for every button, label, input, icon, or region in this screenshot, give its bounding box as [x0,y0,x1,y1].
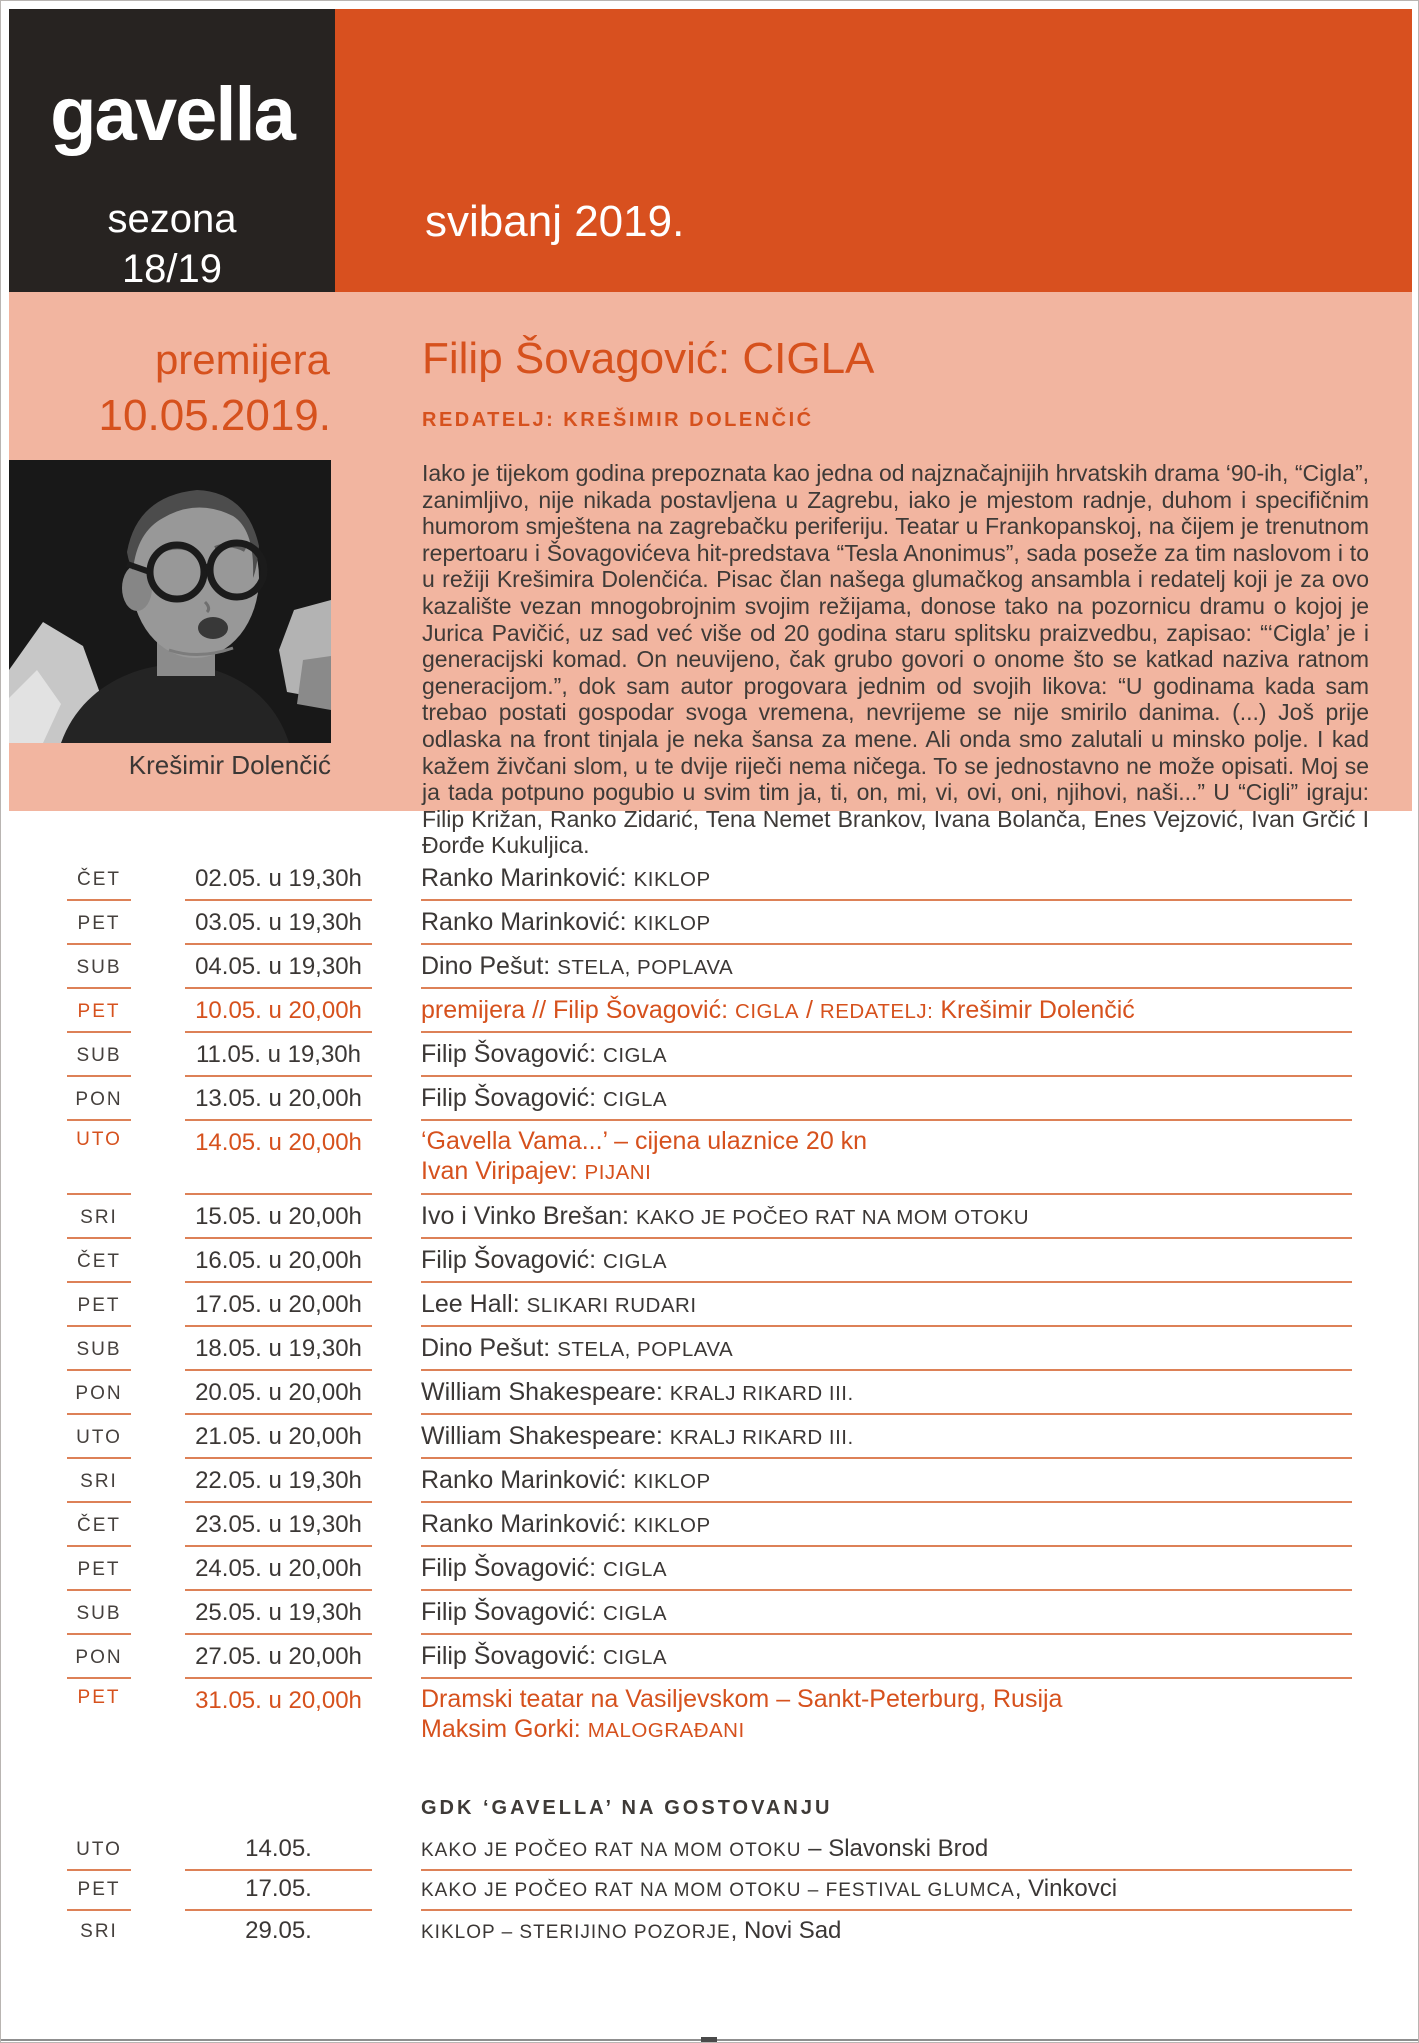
date-cell: 13.05. u 20,00h [185,1077,372,1121]
month-label: svibanj 2019. [425,197,685,246]
title-cell [421,1911,1352,1951]
schedule-row [1,1679,1419,1753]
title-line: Ranko Marinković: KIKLOP [421,1466,711,1494]
title-cell [421,945,1352,989]
brand-logo: gavella [50,72,294,157]
date-cell: 20.05. u 20,00h [185,1371,372,1415]
title-line: Lee Hall: SLIKARI RUDARI [421,1290,697,1318]
schedule-row [1,1033,1419,1077]
touring-heading: GDK ‘GAVELLA’ NA GOSTOVANJU [421,1797,833,1819]
schedule-row [1,1327,1419,1371]
date-cell: 24.05. u 20,00h [185,1547,372,1591]
date-cell: 21.05. u 20,00h [185,1415,372,1459]
schedule-row [1,1195,1419,1239]
title-line: Dramski teatar na Vasiljevskom – Sankt-Peterburg, Rusija [421,1685,1063,1713]
day-cell: PET [67,1283,131,1327]
schedule-row [1,1547,1419,1591]
date-cell: 29.05. [245,1917,312,1944]
title-line: KIKLOP – STERIJINO POZORJE, Novi Sad [421,1917,842,1944]
title-line: KAKO JE POČEO RAT NA MOM OTOKU – Slavonski Brod [421,1835,989,1862]
title-line: William Shakespeare: KRALJ RIKARD III. [421,1378,854,1406]
date-cell: 14.05. u 20,00h [185,1121,372,1195]
schedule-row [1,901,1419,945]
title-line: Dino Pešut: STELA, POPLAVA [421,952,734,980]
title-cell [421,1827,1352,1871]
portrait-illustration [9,460,331,743]
day-cell: PON [67,1077,131,1121]
schedule-row [1,1827,1419,1871]
day-cell: ČET [67,1239,131,1283]
photo-caption: Krešimir Dolenčić [128,750,331,780]
day-cell: PET [67,1871,131,1911]
title-line: KAKO JE POČEO RAT NA MOM OTOKU – FESTIVAL GLUMCA, Vinkovci [421,1875,1118,1902]
day-cell: PET [67,989,131,1033]
date-cell: 02.05. u 19,30h [185,857,372,901]
schedule-row [1,1415,1419,1459]
title-cell [421,1503,1352,1547]
title-line: Filip Šovagović: CIGLA [421,1246,668,1274]
day-cell: PET [67,1547,131,1591]
synopsis-text: Iako je tijekom godina prepoznata kao jedna od najznačajnijih hrvatskih drama ‘90-ih, “Cigla”, zanimljivo, nije nikada postavljena u Zagrebu, iako je mjestom radnje, duhom i specifičnim humorom smještena na zagrebačku periferiju. Teatar u Frankopanskoj, na čijem je trenutnom repertoaru i Šovagovićeva hit-predstava “Tesla Anonimus”, sada poseže za tim naslovom i to u režiji Krešimira Dolenčića. Pisac član našega glumačkog ansambla i redatelj koji je za ovo kazalište vezan mnogobrojnim svojim režijama, donose tako na pozornicu dramu o kojoj je Jurica Pavičić, uz sad već više od 20 godina staru splitsku praizvedbu, zapisao: “‘Cigla’ je i generacijski komad. On neuvijeno, čak grubo govori o onome što se katkad naziva ratnom generacijom.”, dok sam autor progovara jednim od svojih likova: “U godinama kada sam trebao postati gospodar svoga vremena, nevrijeme se nije smirilo danima. (...) Još prije odlaska na front tinjala je neka šansa za mene. Ali onda smo zalutali u minsko polje. I kad kažem živčani slom, u te dvije riječi nema ničega. To se jednostavno ne može opisati. Moj se ja tada potpuno pogubio u svim tim ja, ti, on, mi, vi, ovi, oni, njihovi, naši...” U “Cigli” igraju: Filip Križan, Ranko Zidarić, Tena Nemet Brankov, Ivana Bolanča, Enes Vejzović, Ivan Grčić I Đorđe Kukuljica. [422,460,1369,859]
date-cell: 22.05. u 19,30h [185,1459,372,1503]
title-line: Dino Pešut: STELA, POPLAVA [421,1334,734,1362]
schedule-row [1,1121,1419,1195]
day-cell: PON [67,1371,131,1415]
title-line: Ivo i Vinko Brešan: KAKO JE POČEO RAT NA MOM OTOKU [421,1202,1030,1230]
title-line: Ivan Viripajev: PIJANI [421,1157,652,1185]
title-cell [421,1371,1352,1415]
day-cell: SUB [67,1033,131,1077]
title-cell [421,1871,1352,1911]
day-cell: SUB [67,1591,131,1635]
schedule-row [1,1077,1419,1121]
date-cell: 03.05. u 19,30h [185,901,372,945]
date-cell: 18.05. u 19,30h [185,1327,372,1371]
month-banner [335,9,1412,292]
day-cell: UTO [67,1827,131,1871]
date-cell: 17.05. [185,1871,372,1911]
title-cell [421,1121,1352,1195]
title-cell [421,1033,1352,1077]
title-cell [421,1459,1352,1503]
title-cell [421,1239,1352,1283]
day-cell: UTO [67,1121,131,1195]
date-cell: 04.05. u 19,30h [185,945,372,989]
premiere-band [9,292,1412,859]
season-value: 18/19 [121,247,223,291]
title-line: Filip Šovagović: CIGLA [421,1040,668,1068]
schedule-row [1,857,1419,901]
brand-block [9,9,335,292]
premiere-kicker: premijera [154,336,330,383]
title-cell [421,1195,1352,1239]
date-cell: 31.05. u 20,00h [195,1687,362,1714]
schedule-row [1,1371,1419,1415]
schedule-table [1,857,1419,1753]
season-label: sezona [107,197,237,241]
title-line: William Shakespeare: KRALJ RIKARD III. [421,1422,854,1450]
schedule-row [1,1503,1419,1547]
date-cell: 16.05. u 20,00h [185,1239,372,1283]
day-cell: PON [67,1635,131,1679]
day-cell: SUB [67,1327,131,1371]
day-cell: ČET [67,857,131,901]
title-line: Filip Šovagović: CIGLA [421,1084,668,1112]
date-cell: 11.05. u 19,30h [185,1033,372,1077]
schedule-row [1,945,1419,989]
day-cell: ČET [67,1503,131,1547]
title-line: Ranko Marinković: KIKLOP [421,908,711,936]
day-cell: SRI [67,1195,131,1239]
title-cell [421,1635,1352,1679]
title-cell [421,1679,1352,1753]
schedule-row [1,1239,1419,1283]
schedule-row [1,1635,1419,1679]
schedule-row [1,1283,1419,1327]
title-line: Ranko Marinković: KIKLOP [421,1510,711,1538]
page-bottom-mark [701,2037,717,2042]
title-line: Filip Šovagović: CIGLA [421,1554,668,1582]
day-cell: SUB [67,945,131,989]
title-cell [421,1283,1352,1327]
title-line: Filip Šovagović: CIGLA [421,1598,668,1626]
day-cell: SRI [67,1459,131,1503]
title-cell [421,1547,1352,1591]
portrait-photo [9,460,331,743]
schedule-row [1,1459,1419,1503]
date-cell: 27.05. u 20,00h [185,1635,372,1679]
schedule-row [1,1591,1419,1635]
director-line: REDATELJ: KREŠIMIR DOLENČIĆ [422,409,814,431]
title-cell [421,901,1352,945]
schedule-row [1,1911,1419,1951]
date-cell: 10.05. u 20,00h [185,989,372,1033]
title-cell [421,1077,1352,1121]
date-cell: 15.05. u 20,00h [185,1195,372,1239]
schedule-row [1,989,1419,1033]
title-cell [421,857,1352,901]
title-line: ‘Gavella Vama...’ – cijena ulaznice 20 kn [421,1127,868,1155]
title-line: Ranko Marinković: KIKLOP [421,864,711,892]
title-cell [421,1415,1352,1459]
date-cell: 23.05. u 19,30h [185,1503,372,1547]
title-cell [421,1327,1352,1371]
title-line: Maksim Gorki: MALOGRAĐANI [421,1715,745,1743]
day-cell: PET [77,1687,121,1708]
play-title: Filip Šovagović: CIGLA [422,334,875,383]
date-cell: 17.05. u 20,00h [185,1283,372,1327]
date-cell: 25.05. u 19,30h [185,1591,372,1635]
date-cell: 14.05. [185,1827,372,1871]
day-cell: SRI [80,1921,118,1942]
schedule-row [1,1871,1419,1911]
day-cell: UTO [67,1415,131,1459]
day-cell: PET [67,901,131,945]
title-cell [421,1591,1352,1635]
title-line: Filip Šovagović: CIGLA [421,1642,668,1670]
title-line: premijera // Filip Šovagović: CIGLA / REDATELJ: Krešimir Dolenčić [421,996,1135,1024]
touring-table [1,1827,1419,1951]
title-cell [421,989,1352,1033]
premiere-date: 10.05.2019. [98,391,331,440]
